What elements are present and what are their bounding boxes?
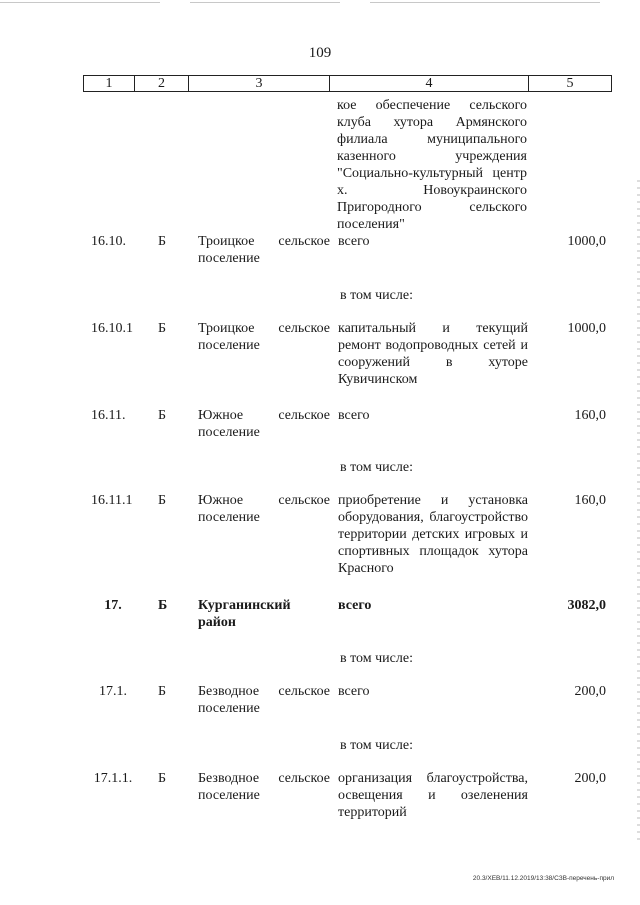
row-settlement: Южное сельское поселение bbox=[198, 493, 330, 525]
column-header-2: 2 bbox=[135, 76, 189, 92]
column-header-3: 3 bbox=[189, 76, 330, 92]
row-number: 17.1. bbox=[99, 684, 127, 699]
including-label: в том числе: bbox=[340, 651, 413, 666]
row-amount: 200,0 bbox=[574, 684, 606, 699]
row-settlement: Безводное сельское поселение bbox=[198, 684, 330, 716]
including-label: в том числе: bbox=[340, 460, 413, 475]
row-amount: 200,0 bbox=[574, 771, 606, 786]
row-purpose: всего bbox=[338, 408, 370, 423]
including-label: в том числе: bbox=[340, 738, 413, 753]
page-number: 109 bbox=[308, 45, 332, 61]
document-footer: 20.3/ХЕВ/11.12.2019/13:38/СЗВ-перечень-прил bbox=[472, 875, 614, 882]
row-number: 17.1.1. bbox=[93, 771, 133, 786]
row-category: Б bbox=[158, 408, 167, 423]
row-category: Б bbox=[158, 321, 167, 336]
row-settlement: Троицкое сельское поселение bbox=[198, 321, 330, 353]
row-purpose: приобретение и установка оборудования, благоустройство территории детских игровых и спортивных площадок хутора Красного bbox=[338, 493, 528, 576]
row-purpose: всего bbox=[338, 598, 372, 613]
row-category: Б bbox=[158, 771, 167, 786]
column-header-table bbox=[83, 75, 612, 92]
row-settlement: Южное сельское поселение bbox=[198, 408, 330, 440]
row-number: 16.10. bbox=[91, 234, 126, 249]
row-purpose: капитальный и текущий ремонт водопроводных сетей и сооружений в хуторе Кувичинском bbox=[338, 321, 528, 387]
row-amount: 160,0 bbox=[574, 493, 606, 508]
row-category: Б bbox=[158, 598, 168, 613]
including-label: в том числе: bbox=[340, 288, 413, 303]
row-category: Б bbox=[158, 684, 167, 699]
row-district: Курганинский район bbox=[198, 598, 291, 630]
row-category: Б bbox=[158, 234, 167, 249]
row-number: 17. bbox=[104, 598, 122, 613]
row-purpose: всего bbox=[338, 234, 370, 249]
row-number: 16.10.1 bbox=[91, 321, 133, 336]
row-category: Б bbox=[158, 493, 167, 508]
row-settlement: Троицкое сельское поселение bbox=[198, 234, 330, 266]
row-number: 16.11.1 bbox=[91, 493, 133, 508]
row-purpose: всего bbox=[338, 684, 370, 699]
column-header-5: 5 bbox=[529, 76, 612, 92]
row-amount: 1000,0 bbox=[567, 234, 606, 249]
row-amount: 3082,0 bbox=[567, 598, 606, 613]
continued-purpose-text: кое обеспечение сельского клуба хутора Армянского филиала муниципального казенного учреждения "Социально-культурный центр х. Новоукраинского Пригородного сельского поселения" bbox=[337, 98, 527, 232]
row-purpose: организация благоустройства, освещения и озеленения территорий bbox=[338, 771, 528, 820]
column-header-1: 1 bbox=[84, 76, 135, 92]
column-header-4: 4 bbox=[330, 76, 529, 92]
row-amount: 1000,0 bbox=[567, 321, 606, 336]
row-amount: 160,0 bbox=[574, 408, 606, 423]
row-number: 16.11. bbox=[91, 408, 126, 423]
row-settlement: Безводное сельское поселение bbox=[198, 771, 330, 803]
scan-artifact bbox=[0, 0, 640, 6]
